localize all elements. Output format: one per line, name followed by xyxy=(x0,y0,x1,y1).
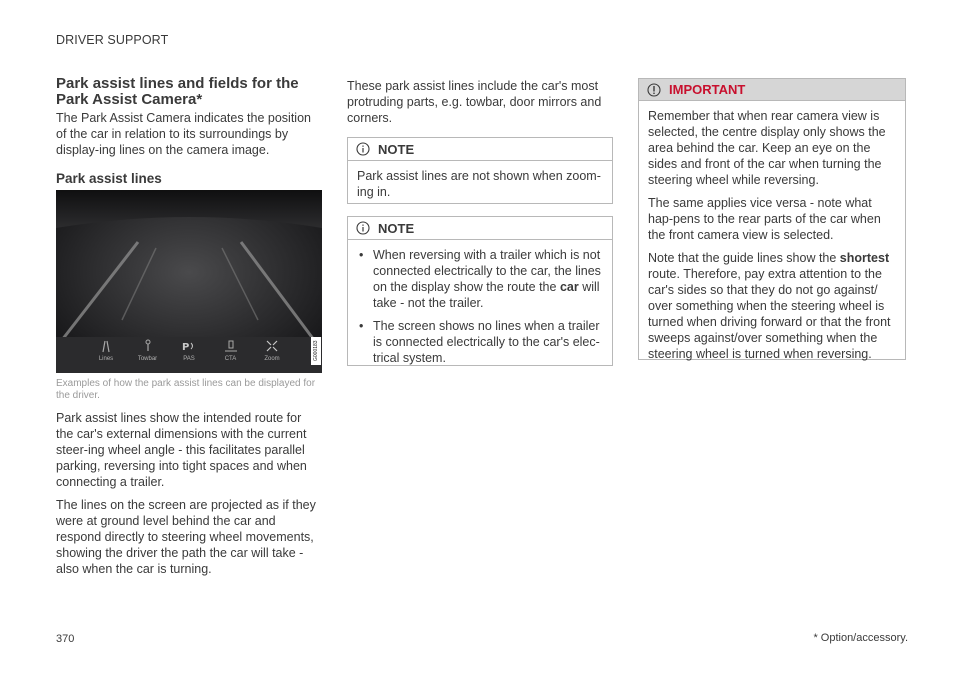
info-icon xyxy=(356,221,370,235)
important-paragraph: The same applies vice versa - note what hap-pens to the rear parts of the car when the front camera view is selected. xyxy=(648,196,881,242)
body-paragraph: The lines on the screen are projected as if they were at ground level behind the car and respond directly to steering wheel movements, showing the driver the path the car will take - also when the car is turning. xyxy=(56,498,316,576)
camera-toolbar xyxy=(86,337,292,371)
towbar-icon xyxy=(138,337,158,355)
list-text: The screen shows no lines when a trailer is connected electrically to the car's elec-trical system. xyxy=(373,319,600,365)
bullet: • xyxy=(359,248,364,262)
toolbar-label: Towbar xyxy=(137,356,158,362)
important-box xyxy=(638,78,906,360)
camera-image xyxy=(56,190,322,373)
note-box xyxy=(347,137,613,204)
list-text: When reversing with a trailer which is not connected electrically to the car, the lines on the display show the route the xyxy=(373,248,601,294)
warning-icon xyxy=(647,83,661,97)
cta-icon xyxy=(221,337,241,355)
toolbar-cta[interactable] xyxy=(211,337,251,371)
note-heading: NOTE xyxy=(378,220,415,236)
list-item xyxy=(357,247,603,311)
body-paragraph: Park assist lines show the intended route for the car's external dimensions with the current steer-ing wheel angle - this facilitates parallel parking, reversing into tight spaces and when connecting a trailer. xyxy=(56,411,307,489)
important-paragraph: Remember that when rear camera view is selected, the centre display only shows the area behind the car. Keep an eye on the sides and front of the car when turning the steering wheel while reversing. xyxy=(648,109,886,187)
lines-icon xyxy=(96,337,116,355)
note-box xyxy=(347,216,613,366)
text: route. Therefore, pay extra attention to the car's sides so that they do not go against/ over something when the steering wheel is turned when driving forward or that the front sweeps against/over something when the steering wheel is turned when reversing. xyxy=(648,267,891,361)
image-caption: Examples of how the park assist lines can be displayed for the driver. xyxy=(56,378,316,401)
lead-paragraph: The Park Assist Camera indicates the position of the car in relation to its surroundings by display-ing lines on the camera image. xyxy=(56,111,311,157)
emphasis: shortest xyxy=(839,251,890,265)
bullet: • xyxy=(359,319,364,333)
note-header xyxy=(348,138,612,161)
toolbar-zoom[interactable] xyxy=(252,337,292,371)
zoom-icon xyxy=(262,337,282,355)
footnote: * Option/accessory. xyxy=(813,632,908,644)
text: Note that the guide lines show the xyxy=(648,251,840,265)
toolbar-label: PAS xyxy=(183,356,195,362)
svg-text:P: P xyxy=(182,342,190,353)
info-icon xyxy=(356,142,370,156)
important-paragraph xyxy=(648,250,896,362)
toolbar-label: Lines xyxy=(98,356,114,362)
pas-icon xyxy=(179,337,199,355)
intro-paragraph: These park assist lines include the car's most protruding parts, e.g. towbar, door mirrors and corners. xyxy=(347,79,602,125)
list-text: will take - not the trailer. xyxy=(373,280,600,310)
note-header xyxy=(348,217,612,240)
toolbar-pas[interactable] xyxy=(169,337,209,371)
note-heading: NOTE xyxy=(378,141,415,157)
important-body xyxy=(639,101,905,378)
list-item xyxy=(357,318,603,366)
toolbar-label: Zoom xyxy=(264,356,280,362)
image-code: G000183 xyxy=(311,337,321,365)
section-header: DRIVER SUPPORT xyxy=(56,33,169,47)
important-heading: IMPORTANT xyxy=(669,82,746,97)
subheading: Park assist lines xyxy=(56,171,162,186)
toolbar-label: CTA xyxy=(224,356,237,362)
page-number: 370 xyxy=(56,633,75,645)
emphasis: car xyxy=(559,280,579,294)
note-body: Park assist lines are not shown when zoom-ing in. xyxy=(357,169,601,199)
bullet-list xyxy=(357,247,603,366)
page-title: Park assist lines and fields for the Park Assist Camera* xyxy=(56,75,299,108)
toolbar-lines[interactable] xyxy=(86,337,126,371)
important-header xyxy=(639,79,905,101)
toolbar-towbar[interactable] xyxy=(128,337,168,371)
note-body xyxy=(348,240,612,382)
